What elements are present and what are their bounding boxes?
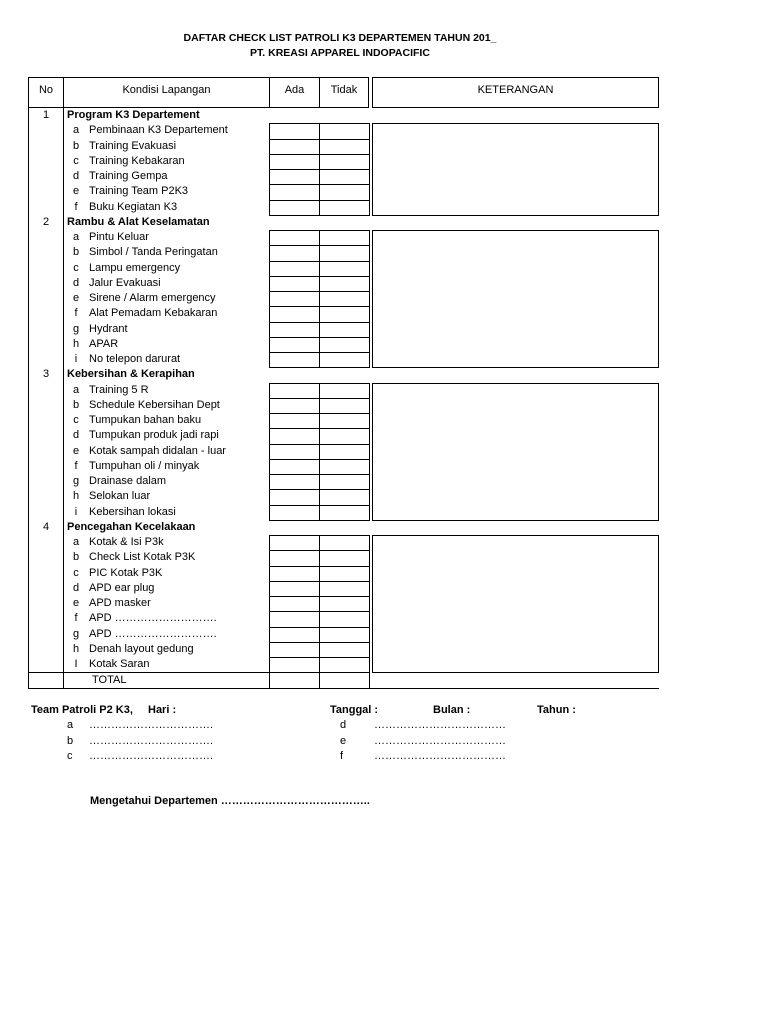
- tidak-checkbox[interactable]: [319, 657, 370, 673]
- item-letter: h: [72, 337, 80, 350]
- tidak-checkbox[interactable]: [319, 306, 370, 322]
- tidak-checkbox[interactable]: [319, 337, 370, 353]
- ada-checkbox[interactable]: [269, 154, 320, 170]
- checklist-item: Kotak Saran: [89, 658, 150, 670]
- tidak-checkbox[interactable]: [319, 352, 370, 368]
- section-title: Rambu & Alat Keselamatan: [67, 215, 210, 228]
- item-letter: d: [72, 170, 80, 182]
- ada-checkbox[interactable]: [269, 398, 320, 414]
- ada-checkbox[interactable]: [269, 505, 320, 521]
- item-letter: i: [74, 353, 78, 365]
- ada-checkbox[interactable]: [269, 139, 320, 155]
- ada-checkbox[interactable]: [269, 383, 320, 399]
- checklist-item: Training Gempa: [89, 170, 168, 182]
- keterangan-box[interactable]: [372, 535, 659, 673]
- tidak-checkbox[interactable]: [319, 245, 370, 261]
- checklist-item: Pintu Keluar: [89, 231, 149, 243]
- signer-line[interactable]: …………………………….: [89, 719, 214, 731]
- section-title: Pencegahan Kecelakaan: [67, 520, 196, 533]
- tidak-checkbox[interactable]: [319, 581, 370, 597]
- ada-checkbox[interactable]: [269, 459, 320, 475]
- section-number: 4: [42, 520, 50, 533]
- header-tidak: Tidak: [330, 84, 358, 96]
- item-letter: c: [73, 261, 79, 274]
- signer-line[interactable]: …………………………….: [89, 750, 214, 762]
- team-label: Team Patroli P2 K3,: [31, 704, 133, 716]
- ada-checkbox[interactable]: [269, 489, 320, 505]
- signer-line[interactable]: ………………………………: [374, 735, 506, 747]
- item-letter: g: [72, 627, 80, 640]
- tidak-checkbox[interactable]: [319, 489, 370, 505]
- item-letter: e: [72, 185, 80, 198]
- checklist-item: Simbol / Tanda Peringatan: [89, 246, 218, 259]
- tidak-checkbox[interactable]: [319, 428, 370, 444]
- keterangan-box[interactable]: [372, 383, 659, 521]
- checklist-item: No telepon darurat: [89, 353, 181, 365]
- tidak-checkbox[interactable]: [319, 550, 370, 566]
- checklist-item: Sirene / Alarm emergency: [89, 292, 216, 304]
- checklist-item: APAR: [89, 337, 119, 350]
- ada-checkbox[interactable]: [269, 261, 320, 277]
- checklist-item: Training Evakuasi: [89, 139, 177, 152]
- item-letter: I: [74, 658, 78, 670]
- ada-checkbox[interactable]: [269, 627, 320, 643]
- ada-checkbox[interactable]: [269, 581, 320, 597]
- ada-checkbox[interactable]: [269, 169, 320, 185]
- tidak-checkbox[interactable]: [319, 627, 370, 643]
- keterangan-box[interactable]: [372, 230, 659, 368]
- ada-checkbox[interactable]: [269, 535, 320, 551]
- signer-line[interactable]: ………………………………: [374, 750, 506, 762]
- tidak-checkbox[interactable]: [319, 123, 370, 139]
- section-title: Kebersihan & Kerapihan: [67, 368, 195, 381]
- tidak-checkbox[interactable]: [319, 459, 370, 475]
- header-no: No: [38, 84, 54, 96]
- ada-checkbox[interactable]: [269, 413, 320, 429]
- tidak-checkbox[interactable]: [319, 139, 370, 155]
- item-letter: f: [74, 459, 78, 472]
- checklist-item: Alat Pemadam Kebakaran: [89, 307, 218, 320]
- tidak-checkbox[interactable]: [319, 276, 370, 292]
- checklist-item: Pembinaan K3 Departement: [89, 124, 228, 137]
- signer-line[interactable]: ………………………………: [374, 719, 506, 731]
- checklist-item: APD masker: [89, 597, 151, 609]
- ada-checkbox[interactable]: [269, 642, 320, 658]
- ada-checkbox[interactable]: [269, 566, 320, 582]
- ada-checkbox[interactable]: [269, 291, 320, 307]
- keterangan-box[interactable]: [372, 123, 659, 216]
- hari-label: Hari :: [148, 704, 177, 716]
- checklist-item: Kotak sampah didalan - luar: [89, 444, 226, 457]
- signer-letter: c: [67, 750, 73, 762]
- tidak-checkbox[interactable]: [319, 398, 370, 414]
- total-ada-cell[interactable]: [269, 672, 320, 689]
- checklist-item: Check List Kotak P3K: [89, 551, 196, 564]
- signer-letter: e: [340, 735, 347, 747]
- item-letter: a: [72, 383, 80, 396]
- item-letter: f: [74, 307, 78, 320]
- header-keterangan: KETERANGAN: [477, 84, 554, 96]
- item-letter: c: [73, 566, 79, 579]
- section-title: Program K3 Departement: [67, 109, 200, 121]
- item-letter: e: [72, 444, 80, 457]
- tidak-checkbox[interactable]: [319, 200, 370, 216]
- total-label: TOTAL: [92, 674, 127, 686]
- ada-checkbox[interactable]: [269, 657, 320, 673]
- item-letter: d: [72, 581, 80, 594]
- item-letter: i: [74, 505, 78, 518]
- tidak-checkbox[interactable]: [319, 505, 370, 521]
- ada-checkbox[interactable]: [269, 611, 320, 627]
- header-kondisi: Kondisi Lapangan: [122, 84, 211, 96]
- checklist-item: PIC Kotak P3K: [89, 566, 163, 579]
- tidak-checkbox[interactable]: [319, 261, 370, 277]
- item-letter: e: [72, 292, 80, 304]
- checklist-item: Denah layout gedung: [89, 642, 194, 655]
- ada-checkbox[interactable]: [269, 322, 320, 338]
- item-letter: c: [73, 414, 79, 426]
- total-tidak-cell[interactable]: [319, 672, 370, 689]
- ada-checkbox[interactable]: [269, 184, 320, 200]
- signer-letter: d: [340, 719, 347, 731]
- item-letter: e: [72, 597, 80, 609]
- ada-checkbox[interactable]: [269, 276, 320, 292]
- tidak-checkbox[interactable]: [319, 322, 370, 338]
- item-letter: a: [72, 231, 80, 243]
- checklist-item: Drainase dalam: [89, 475, 167, 487]
- checklist-item: Lampu emergency: [89, 261, 181, 274]
- item-letter: g: [72, 475, 80, 487]
- ada-checkbox[interactable]: [269, 337, 320, 353]
- tidak-checkbox[interactable]: [319, 566, 370, 582]
- tidak-checkbox[interactable]: [319, 474, 370, 490]
- tidak-checkbox[interactable]: [319, 596, 370, 612]
- ada-checkbox[interactable]: [269, 306, 320, 322]
- signer-letter: f: [340, 750, 344, 762]
- ada-checkbox[interactable]: [269, 352, 320, 368]
- checklist-item: Buku Kegiatan K3: [89, 200, 178, 213]
- item-letter: g: [72, 322, 80, 335]
- tidak-checkbox[interactable]: [319, 535, 370, 551]
- ada-checkbox[interactable]: [269, 230, 320, 246]
- checklist-item: Training Kebakaran: [89, 154, 185, 167]
- checklist-item: Hydrant: [89, 322, 128, 335]
- tidak-checkbox[interactable]: [319, 413, 370, 429]
- ada-checkbox[interactable]: [269, 200, 320, 216]
- item-letter: f: [74, 200, 78, 213]
- company-name: PT. KREASI APPAREL INDOPACIFIC: [250, 47, 430, 59]
- checklist-item: Selokan luar: [89, 490, 151, 503]
- tidak-checkbox[interactable]: [319, 230, 370, 246]
- section-number: 1: [42, 109, 50, 121]
- ada-checkbox[interactable]: [269, 123, 320, 139]
- section-number: 2: [42, 215, 50, 228]
- item-letter: f: [74, 612, 78, 625]
- ada-checkbox[interactable]: [269, 474, 320, 490]
- checklist-item: APD ear plug: [89, 581, 155, 594]
- section-number: 3: [42, 368, 50, 381]
- checklist-item: Tumpukan bahan baku: [89, 414, 202, 426]
- ada-checkbox[interactable]: [269, 444, 320, 460]
- ada-checkbox[interactable]: [269, 245, 320, 261]
- item-letter: a: [72, 536, 80, 548]
- item-letter: b: [72, 139, 80, 152]
- ada-checkbox[interactable]: [269, 596, 320, 612]
- tahun-label: Tahun :: [537, 704, 576, 716]
- tidak-checkbox[interactable]: [319, 444, 370, 460]
- ada-checkbox[interactable]: [269, 428, 320, 444]
- checklist-item: Kebersihan lokasi: [89, 505, 176, 518]
- signer-letter: a: [67, 719, 74, 731]
- tidak-checkbox[interactable]: [319, 291, 370, 307]
- header-ada: Ada: [284, 84, 305, 96]
- tidak-checkbox[interactable]: [319, 383, 370, 399]
- item-letter: b: [72, 246, 80, 259]
- checklist-item: Jalur Evakuasi: [89, 276, 161, 289]
- bulan-label: Bulan :: [433, 704, 471, 716]
- signer-letter: b: [67, 735, 74, 747]
- tidak-checkbox[interactable]: [319, 154, 370, 170]
- item-letter: b: [72, 551, 80, 564]
- checklist-item: Schedule Kebersihan Dept: [89, 398, 220, 411]
- item-letter: h: [72, 642, 80, 655]
- tidak-checkbox[interactable]: [319, 642, 370, 658]
- checklist-item: APD ……………………….: [89, 627, 217, 640]
- checklist-item: Training 5 R: [89, 383, 149, 396]
- ada-checkbox[interactable]: [269, 550, 320, 566]
- document-title: DAFTAR CHECK LIST PATROLI K3 DEPARTEMEN TAHUN 201_: [183, 32, 497, 44]
- signer-line[interactable]: …………………………….: [89, 735, 214, 747]
- item-letter: d: [72, 276, 80, 289]
- checklist-item: Tumpuhan oli / minyak: [89, 459, 200, 472]
- item-letter: a: [72, 124, 80, 137]
- item-letter: h: [72, 490, 80, 503]
- item-letter: d: [72, 429, 80, 442]
- item-letter: c: [73, 154, 79, 167]
- checklist-item: Tumpukan produk jadi rapi: [89, 429, 219, 442]
- checklist-item: Training Team P2K3: [89, 185, 189, 198]
- tanggal-label: Tanggal :: [330, 704, 379, 716]
- checklist-item: APD ……………………….: [89, 612, 217, 625]
- item-letter: b: [72, 398, 80, 411]
- mengetahui-line: Mengetahui Departemen …………………………………..: [90, 795, 370, 807]
- tidak-checkbox[interactable]: [319, 184, 370, 200]
- tidak-checkbox[interactable]: [319, 169, 370, 185]
- checklist-item: Kotak & Isi P3k: [89, 536, 164, 548]
- tidak-checkbox[interactable]: [319, 611, 370, 627]
